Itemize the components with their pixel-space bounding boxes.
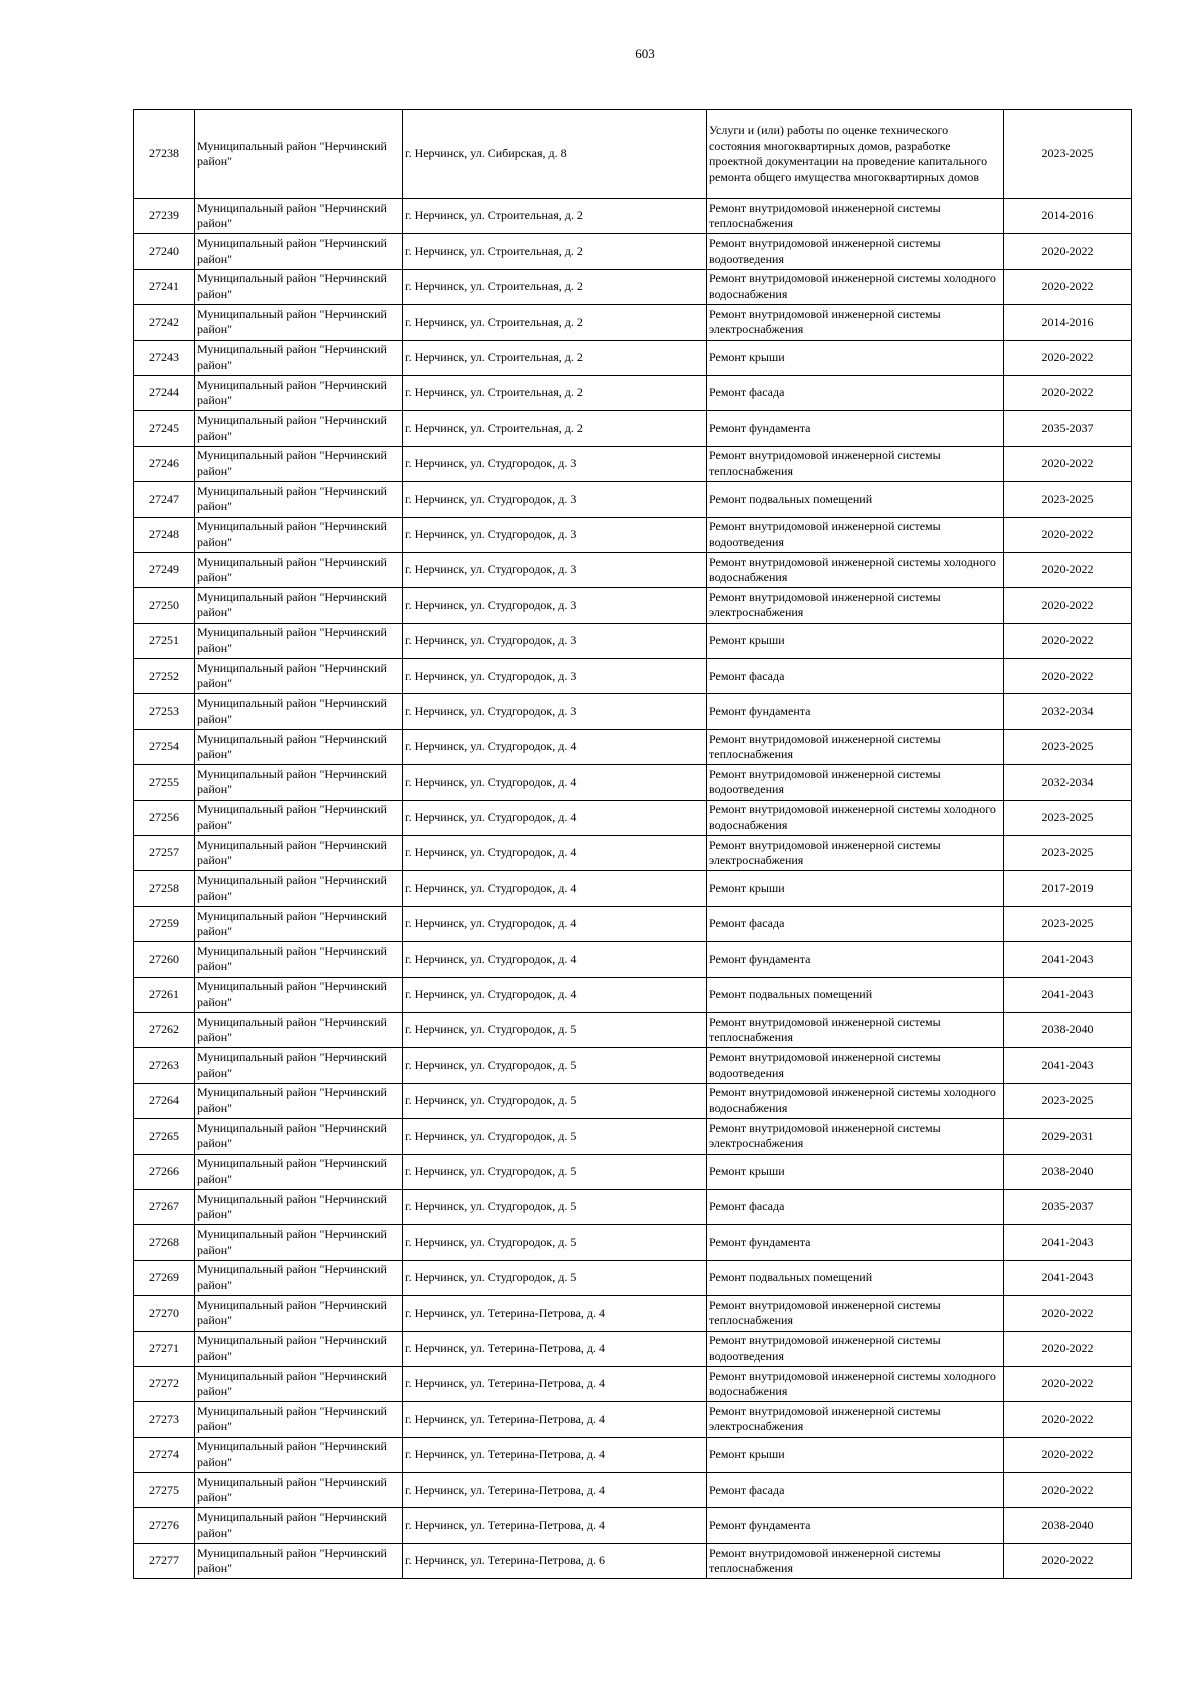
planned-period: 2020-2022 bbox=[1004, 1331, 1132, 1366]
planned-period: 2023-2025 bbox=[1004, 482, 1132, 517]
work-type: Ремонт фасада bbox=[707, 1473, 1004, 1508]
planned-period: 2017-2019 bbox=[1004, 871, 1132, 906]
building-address: г. Нерчинск, ул. Студгородок, д. 3 bbox=[403, 659, 707, 694]
work-type: Ремонт внутридомовой инженерной системы водоотведения bbox=[707, 517, 1004, 552]
building-address: г. Нерчинск, ул. Студгородок, д. 5 bbox=[403, 1012, 707, 1047]
building-address: г. Нерчинск, ул. Тетерина-Петрова, д. 4 bbox=[403, 1402, 707, 1437]
table-row bbox=[134, 199, 1132, 234]
building-address: г. Нерчинск, ул. Студгородок, д. 4 bbox=[403, 765, 707, 800]
table-row bbox=[134, 234, 1132, 269]
row-number: 27274 bbox=[134, 1437, 195, 1472]
building-address: г. Нерчинск, ул. Тетерина-Петрова, д. 4 bbox=[403, 1473, 707, 1508]
row-number: 27245 bbox=[134, 411, 195, 446]
work-type: Ремонт внутридомовой инженерной системы теплоснабжения bbox=[707, 729, 1004, 764]
municipal-district: Муниципальный район "Нерчинский район" bbox=[195, 305, 403, 340]
work-type: Ремонт внутридомовой инженерной системы теплоснабжения bbox=[707, 1543, 1004, 1578]
building-address: г. Нерчинск, ул. Строительная, д. 2 bbox=[403, 340, 707, 375]
row-number: 27250 bbox=[134, 588, 195, 623]
building-address: г. Нерчинск, ул. Студгородок, д. 5 bbox=[403, 1083, 707, 1118]
row-number: 27264 bbox=[134, 1083, 195, 1118]
municipal-district: Муниципальный район "Нерчинский район" bbox=[195, 1402, 403, 1437]
table-row bbox=[134, 1225, 1132, 1260]
planned-period: 2020-2022 bbox=[1004, 340, 1132, 375]
table-row bbox=[134, 1543, 1132, 1578]
municipal-district: Муниципальный район "Нерчинский район" bbox=[195, 800, 403, 835]
row-number: 27244 bbox=[134, 375, 195, 410]
municipal-district: Муниципальный район "Нерчинский район" bbox=[195, 1119, 403, 1154]
building-address: г. Нерчинск, ул. Студгородок, д. 4 bbox=[403, 800, 707, 835]
row-number: 27239 bbox=[134, 199, 195, 234]
work-type: Ремонт внутридомовой инженерной системы холодного водоснабжения bbox=[707, 269, 1004, 304]
planned-period: 2041-2043 bbox=[1004, 1225, 1132, 1260]
table-row bbox=[134, 1083, 1132, 1118]
municipal-district: Муниципальный район "Нерчинский район" bbox=[195, 1154, 403, 1189]
municipal-district: Муниципальный район "Нерчинский район" bbox=[195, 659, 403, 694]
municipal-district: Муниципальный район "Нерчинский район" bbox=[195, 1437, 403, 1472]
planned-period: 2023-2025 bbox=[1004, 1083, 1132, 1118]
municipal-district: Муниципальный район "Нерчинский район" bbox=[195, 1366, 403, 1401]
building-address: г. Нерчинск, ул. Студгородок, д. 4 bbox=[403, 871, 707, 906]
planned-period: 2029-2031 bbox=[1004, 1119, 1132, 1154]
planned-period: 2023-2025 bbox=[1004, 836, 1132, 871]
table-row bbox=[134, 1473, 1132, 1508]
row-number: 27242 bbox=[134, 305, 195, 340]
work-type: Ремонт внутридомовой инженерной системы теплоснабжения bbox=[707, 199, 1004, 234]
work-type: Ремонт внутридомовой инженерной системы холодного водоснабжения bbox=[707, 552, 1004, 587]
planned-period: 2020-2022 bbox=[1004, 552, 1132, 587]
municipal-district: Муниципальный район "Нерчинский район" bbox=[195, 729, 403, 764]
table-row bbox=[134, 1119, 1132, 1154]
page-number: 603 bbox=[635, 46, 655, 61]
planned-period: 2020-2022 bbox=[1004, 375, 1132, 410]
table-row bbox=[134, 659, 1132, 694]
table-row bbox=[134, 765, 1132, 800]
planned-period: 2041-2043 bbox=[1004, 977, 1132, 1012]
planned-period: 2020-2022 bbox=[1004, 1296, 1132, 1331]
row-number: 27263 bbox=[134, 1048, 195, 1083]
municipal-district: Муниципальный район "Нерчинский район" bbox=[195, 1012, 403, 1047]
work-type: Ремонт фундамента bbox=[707, 1508, 1004, 1543]
work-type: Ремонт подвальных помещений bbox=[707, 977, 1004, 1012]
work-type: Ремонт фасада bbox=[707, 659, 1004, 694]
row-number: 27257 bbox=[134, 836, 195, 871]
building-address: г. Нерчинск, ул. Студгородок, д. 4 bbox=[403, 836, 707, 871]
municipal-district: Муниципальный район "Нерчинский район" bbox=[195, 552, 403, 587]
municipal-district: Муниципальный район "Нерчинский район" bbox=[195, 375, 403, 410]
municipal-district: Муниципальный район "Нерчинский район" bbox=[195, 871, 403, 906]
row-number: 27268 bbox=[134, 1225, 195, 1260]
municipal-district: Муниципальный район "Нерчинский район" bbox=[195, 1473, 403, 1508]
table-row bbox=[134, 1508, 1132, 1543]
building-address: г. Нерчинск, ул. Тетерина-Петрова, д. 4 bbox=[403, 1296, 707, 1331]
work-type: Ремонт подвальных помещений bbox=[707, 1260, 1004, 1295]
planned-period: 2038-2040 bbox=[1004, 1012, 1132, 1047]
building-address: г. Нерчинск, ул. Студгородок, д. 5 bbox=[403, 1048, 707, 1083]
municipal-district: Муниципальный район "Нерчинский район" bbox=[195, 694, 403, 729]
building-address: г. Нерчинск, ул. Студгородок, д. 4 bbox=[403, 942, 707, 977]
municipal-district: Муниципальный район "Нерчинский район" bbox=[195, 836, 403, 871]
table-body bbox=[134, 110, 1132, 1579]
planned-period: 2020-2022 bbox=[1004, 659, 1132, 694]
table-row bbox=[134, 836, 1132, 871]
building-address: г. Нерчинск, ул. Тетерина-Петрова, д. 6 bbox=[403, 1543, 707, 1578]
row-number: 27272 bbox=[134, 1366, 195, 1401]
work-type: Ремонт внутридомовой инженерной системы теплоснабжения bbox=[707, 1012, 1004, 1047]
table-row bbox=[134, 1189, 1132, 1224]
building-address: г. Нерчинск, ул. Студгородок, д. 3 bbox=[403, 552, 707, 587]
planned-period: 2023-2025 bbox=[1004, 110, 1132, 199]
table-row bbox=[134, 871, 1132, 906]
row-number: 27266 bbox=[134, 1154, 195, 1189]
work-type: Ремонт фундамента bbox=[707, 694, 1004, 729]
building-address: г. Нерчинск, ул. Студгородок, д. 3 bbox=[403, 694, 707, 729]
work-type: Ремонт внутридомовой инженерной системы теплоснабжения bbox=[707, 1296, 1004, 1331]
municipal-district: Муниципальный район "Нерчинский район" bbox=[195, 340, 403, 375]
building-address: г. Нерчинск, ул. Студгородок, д. 5 bbox=[403, 1260, 707, 1295]
table-row bbox=[134, 411, 1132, 446]
building-address: г. Нерчинск, ул. Строительная, д. 2 bbox=[403, 375, 707, 410]
row-number: 27267 bbox=[134, 1189, 195, 1224]
row-number: 27241 bbox=[134, 269, 195, 304]
work-type: Ремонт фасада bbox=[707, 375, 1004, 410]
planned-period: 2041-2043 bbox=[1004, 1048, 1132, 1083]
planned-period: 2035-2037 bbox=[1004, 1189, 1132, 1224]
row-number: 27243 bbox=[134, 340, 195, 375]
table-row bbox=[134, 1366, 1132, 1401]
planned-period: 2023-2025 bbox=[1004, 906, 1132, 941]
table-row bbox=[134, 517, 1132, 552]
planned-period: 2020-2022 bbox=[1004, 517, 1132, 552]
row-number: 27276 bbox=[134, 1508, 195, 1543]
work-type: Ремонт внутридомовой инженерной системы холодного водоснабжения bbox=[707, 800, 1004, 835]
row-number: 27277 bbox=[134, 1543, 195, 1578]
work-type: Услуги и (или) работы по оценке технического состояния многоквартирных домов, разработке проектной документации на проведение капитального ремонта общего имущества многоквартирных домов bbox=[707, 110, 1004, 199]
work-type: Ремонт крыши bbox=[707, 871, 1004, 906]
planned-period: 2020-2022 bbox=[1004, 1473, 1132, 1508]
building-address: г. Нерчинск, ул. Студгородок, д. 5 bbox=[403, 1154, 707, 1189]
municipal-district: Муниципальный район "Нерчинский район" bbox=[195, 1543, 403, 1578]
municipal-district: Муниципальный район "Нерчинский район" bbox=[195, 1083, 403, 1118]
planned-period: 2041-2043 bbox=[1004, 1260, 1132, 1295]
planned-period: 2020-2022 bbox=[1004, 1437, 1132, 1472]
building-address: г. Нерчинск, ул. Студгородок, д. 3 bbox=[403, 517, 707, 552]
municipal-district: Муниципальный район "Нерчинский район" bbox=[195, 1189, 403, 1224]
table-row bbox=[134, 340, 1132, 375]
building-address: г. Нерчинск, ул. Студгородок, д. 5 bbox=[403, 1189, 707, 1224]
building-address: г. Нерчинск, ул. Тетерина-Петрова, д. 4 bbox=[403, 1331, 707, 1366]
building-address: г. Нерчинск, ул. Сибирская, д. 8 bbox=[403, 110, 707, 199]
row-number: 27246 bbox=[134, 446, 195, 481]
work-type: Ремонт внутридомовой инженерной системы холодного водоснабжения bbox=[707, 1366, 1004, 1401]
planned-period: 2020-2022 bbox=[1004, 1402, 1132, 1437]
planned-period: 2020-2022 bbox=[1004, 234, 1132, 269]
municipal-district: Муниципальный район "Нерчинский район" bbox=[195, 977, 403, 1012]
work-type: Ремонт фасада bbox=[707, 906, 1004, 941]
repair-schedule-table bbox=[133, 109, 1132, 1579]
row-number: 27275 bbox=[134, 1473, 195, 1508]
planned-period: 2023-2025 bbox=[1004, 729, 1132, 764]
municipal-district: Муниципальный район "Нерчинский район" bbox=[195, 588, 403, 623]
municipal-district: Муниципальный район "Нерчинский район" bbox=[195, 942, 403, 977]
work-type: Ремонт внутридомовой инженерной системы электроснабжения bbox=[707, 588, 1004, 623]
table-row bbox=[134, 623, 1132, 658]
planned-period: 2038-2040 bbox=[1004, 1508, 1132, 1543]
municipal-district: Муниципальный район "Нерчинский район" bbox=[195, 623, 403, 658]
work-type: Ремонт внутридомовой инженерной системы холодного водоснабжения bbox=[707, 1083, 1004, 1118]
work-type: Ремонт внутридомовой инженерной системы электроснабжения bbox=[707, 836, 1004, 871]
planned-period: 2014-2016 bbox=[1004, 199, 1132, 234]
row-number: 27259 bbox=[134, 906, 195, 941]
table-row bbox=[134, 375, 1132, 410]
row-number: 27252 bbox=[134, 659, 195, 694]
municipal-district: Муниципальный район "Нерчинский район" bbox=[195, 482, 403, 517]
planned-period: 2020-2022 bbox=[1004, 446, 1132, 481]
work-type: Ремонт внутридомовой инженерной системы водоотведения bbox=[707, 765, 1004, 800]
table-row bbox=[134, 906, 1132, 941]
work-type: Ремонт внутридомовой инженерной системы электроснабжения bbox=[707, 1402, 1004, 1437]
planned-period: 2020-2022 bbox=[1004, 1543, 1132, 1578]
table-row bbox=[134, 588, 1132, 623]
work-type: Ремонт внутридомовой инженерной системы электроснабжения bbox=[707, 1119, 1004, 1154]
row-number: 27254 bbox=[134, 729, 195, 764]
table-row bbox=[134, 1437, 1132, 1472]
row-number: 27261 bbox=[134, 977, 195, 1012]
building-address: г. Нерчинск, ул. Тетерина-Петрова, д. 4 bbox=[403, 1366, 707, 1401]
planned-period: 2023-2025 bbox=[1004, 800, 1132, 835]
row-number: 27270 bbox=[134, 1296, 195, 1331]
planned-period: 2032-2034 bbox=[1004, 765, 1132, 800]
work-type: Ремонт внутридомовой инженерной системы электроснабжения bbox=[707, 305, 1004, 340]
table-row bbox=[134, 729, 1132, 764]
row-number: 27260 bbox=[134, 942, 195, 977]
building-address: г. Нерчинск, ул. Строительная, д. 2 bbox=[403, 199, 707, 234]
table-row bbox=[134, 1260, 1132, 1295]
table-row bbox=[134, 269, 1132, 304]
building-address: г. Нерчинск, ул. Студгородок, д. 5 bbox=[403, 1225, 707, 1260]
municipal-district: Муниципальный район "Нерчинский район" bbox=[195, 765, 403, 800]
building-address: г. Нерчинск, ул. Студгородок, д. 4 bbox=[403, 906, 707, 941]
table-row bbox=[134, 942, 1132, 977]
table-row bbox=[134, 446, 1132, 481]
work-type: Ремонт внутридомовой инженерной системы водоотведения bbox=[707, 1331, 1004, 1366]
building-address: г. Нерчинск, ул. Студгородок, д. 4 bbox=[403, 729, 707, 764]
row-number: 27271 bbox=[134, 1331, 195, 1366]
municipal-district: Муниципальный район "Нерчинский район" bbox=[195, 199, 403, 234]
municipal-district: Муниципальный район "Нерчинский район" bbox=[195, 1225, 403, 1260]
building-address: г. Нерчинск, ул. Строительная, д. 2 bbox=[403, 411, 707, 446]
planned-period: 2014-2016 bbox=[1004, 305, 1132, 340]
row-number: 27251 bbox=[134, 623, 195, 658]
building-address: г. Нерчинск, ул. Строительная, д. 2 bbox=[403, 269, 707, 304]
municipal-district: Муниципальный район "Нерчинский район" bbox=[195, 269, 403, 304]
planned-period: 2035-2037 bbox=[1004, 411, 1132, 446]
building-address: г. Нерчинск, ул. Студгородок, д. 3 bbox=[403, 482, 707, 517]
work-type: Ремонт подвальных помещений bbox=[707, 482, 1004, 517]
building-address: г. Нерчинск, ул. Строительная, д. 2 bbox=[403, 234, 707, 269]
municipal-district: Муниципальный район "Нерчинский район" bbox=[195, 110, 403, 199]
municipal-district: Муниципальный район "Нерчинский район" bbox=[195, 906, 403, 941]
row-number: 27240 bbox=[134, 234, 195, 269]
planned-period: 2020-2022 bbox=[1004, 269, 1132, 304]
row-number: 27265 bbox=[134, 1119, 195, 1154]
table-row bbox=[134, 1048, 1132, 1083]
building-address: г. Нерчинск, ул. Тетерина-Петрова, д. 4 bbox=[403, 1508, 707, 1543]
row-number: 27253 bbox=[134, 694, 195, 729]
row-number: 27247 bbox=[134, 482, 195, 517]
row-number: 27258 bbox=[134, 871, 195, 906]
municipal-district: Муниципальный район "Нерчинский район" bbox=[195, 446, 403, 481]
table-row bbox=[134, 1012, 1132, 1047]
work-type: Ремонт фундамента bbox=[707, 942, 1004, 977]
municipal-district: Муниципальный район "Нерчинский район" bbox=[195, 1331, 403, 1366]
table-row bbox=[134, 800, 1132, 835]
table-row bbox=[134, 1154, 1132, 1189]
planned-period: 2041-2043 bbox=[1004, 942, 1132, 977]
table-row bbox=[134, 305, 1132, 340]
municipal-district: Муниципальный район "Нерчинский район" bbox=[195, 1048, 403, 1083]
municipal-district: Муниципальный район "Нерчинский район" bbox=[195, 517, 403, 552]
table-row bbox=[134, 482, 1132, 517]
row-number: 27238 bbox=[134, 110, 195, 199]
building-address: г. Нерчинск, ул. Студгородок, д. 3 bbox=[403, 623, 707, 658]
row-number: 27273 bbox=[134, 1402, 195, 1437]
table-row bbox=[134, 1331, 1132, 1366]
municipal-district: Муниципальный район "Нерчинский район" bbox=[195, 1296, 403, 1331]
municipal-district: Муниципальный район "Нерчинский район" bbox=[195, 1260, 403, 1295]
row-number: 27255 bbox=[134, 765, 195, 800]
work-type: Ремонт крыши bbox=[707, 340, 1004, 375]
municipal-district: Муниципальный район "Нерчинский район" bbox=[195, 1508, 403, 1543]
row-number: 27262 bbox=[134, 1012, 195, 1047]
work-type: Ремонт фундамента bbox=[707, 411, 1004, 446]
row-number: 27269 bbox=[134, 1260, 195, 1295]
building-address: г. Нерчинск, ул. Строительная, д. 2 bbox=[403, 305, 707, 340]
work-type: Ремонт крыши bbox=[707, 1154, 1004, 1189]
work-type: Ремонт внутридомовой инженерной системы водоотведения bbox=[707, 1048, 1004, 1083]
row-number: 27249 bbox=[134, 552, 195, 587]
municipal-district: Муниципальный район "Нерчинский район" bbox=[195, 234, 403, 269]
planned-period: 2032-2034 bbox=[1004, 694, 1132, 729]
table-row bbox=[134, 977, 1132, 1012]
work-type: Ремонт внутридомовой инженерной системы теплоснабжения bbox=[707, 446, 1004, 481]
row-number: 27256 bbox=[134, 800, 195, 835]
building-address: г. Нерчинск, ул. Студгородок, д. 5 bbox=[403, 1119, 707, 1154]
work-type: Ремонт фундамента bbox=[707, 1225, 1004, 1260]
building-address: г. Нерчинск, ул. Студгородок, д. 4 bbox=[403, 977, 707, 1012]
planned-period: 2038-2040 bbox=[1004, 1154, 1132, 1189]
work-type: Ремонт крыши bbox=[707, 623, 1004, 658]
planned-period: 2020-2022 bbox=[1004, 588, 1132, 623]
work-type: Ремонт крыши bbox=[707, 1437, 1004, 1472]
table-row bbox=[134, 1402, 1132, 1437]
building-address: г. Нерчинск, ул. Студгородок, д. 3 bbox=[403, 446, 707, 481]
row-number: 27248 bbox=[134, 517, 195, 552]
planned-period: 2020-2022 bbox=[1004, 1366, 1132, 1401]
building-address: г. Нерчинск, ул. Студгородок, д. 3 bbox=[403, 588, 707, 623]
planned-period: 2020-2022 bbox=[1004, 623, 1132, 658]
municipal-district: Муниципальный район "Нерчинский район" bbox=[195, 411, 403, 446]
table-row bbox=[134, 1296, 1132, 1331]
work-type: Ремонт фасада bbox=[707, 1189, 1004, 1224]
table-row bbox=[134, 110, 1132, 199]
building-address: г. Нерчинск, ул. Тетерина-Петрова, д. 4 bbox=[403, 1437, 707, 1472]
work-type: Ремонт внутридомовой инженерной системы водоотведения bbox=[707, 234, 1004, 269]
table-row bbox=[134, 552, 1132, 587]
table-row bbox=[134, 694, 1132, 729]
